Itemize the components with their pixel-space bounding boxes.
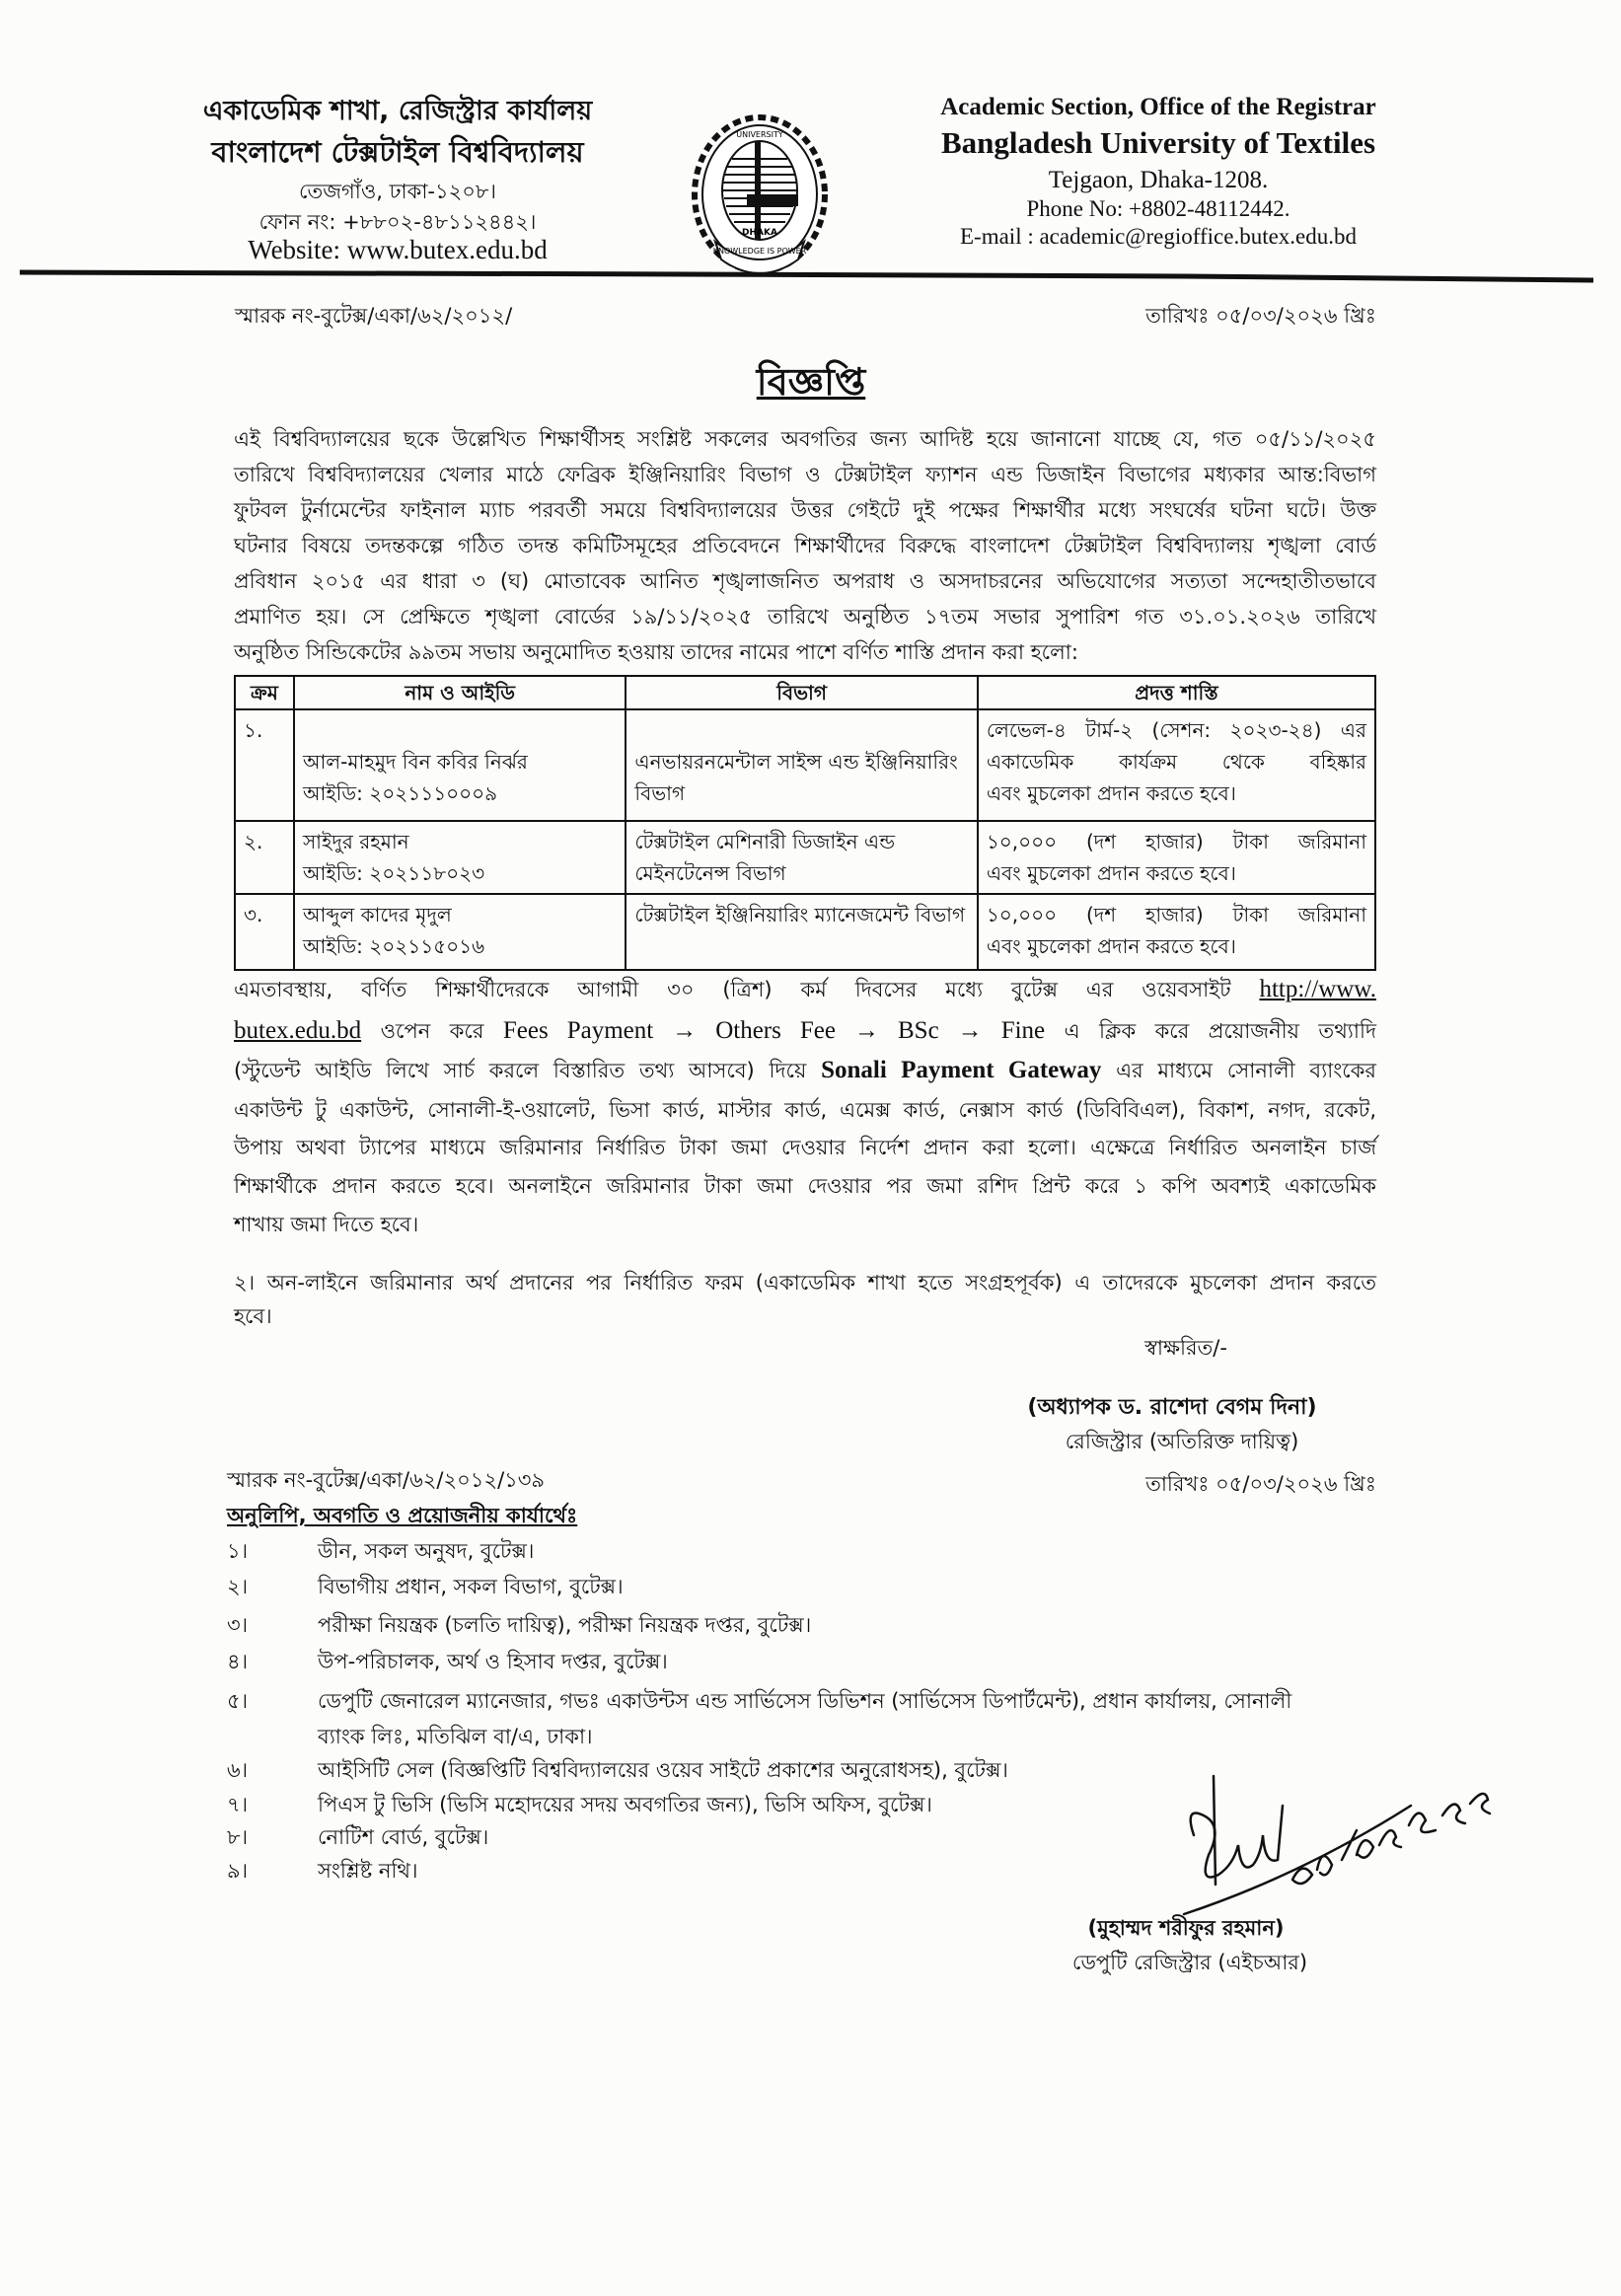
paragraph-line bbox=[234, 1056, 1376, 1085]
list-number: ২। bbox=[227, 1575, 249, 1598]
table-header-row bbox=[235, 676, 1375, 709]
line-text: ওপেন করে bbox=[380, 1019, 484, 1043]
paragraph-line: একাউন্ট টু একাউন্ট, সোনালী-ই-ওয়ালেট, ভিসা কার্ড, মাস্টার কার্ড, এমেক্স কার্ড, নেক্সাস কার্ড (ডিবিবিএল), বিকাশ, নগদ, রকেট, bbox=[234, 1098, 1376, 1122]
student-id: আইডি: ২০২১১৫০১৬ bbox=[302, 934, 485, 958]
list-item: পরীক্ষা নিয়ন্ত্রক (চলতি দায়িত্ব), পরীক্ষা নিয়ন্ত্রক দপ্তর, বুটেক্স। bbox=[318, 1613, 812, 1637]
list-item: আইসিটি সেল (বিজ্ঞপ্তিটি বিশ্ববিদ্যালয়ের ওয়েব সাইটে প্রকাশের অনুরোধসহ), বুটেক্স। bbox=[318, 1758, 1008, 1782]
memo-date: তারিখঃ ০৫/০৩/২০২৬ খ্রিঃ bbox=[1145, 304, 1376, 328]
letterhead-en-phone: Phone No: +8802-48112442. bbox=[1026, 196, 1290, 221]
penalty-text: ১০,০০০ (দশ হাজার) টাকা জরিমানা bbox=[986, 830, 1366, 853]
website-link[interactable]: butex.edu.bd bbox=[234, 1017, 362, 1044]
paragraph-line bbox=[234, 975, 1376, 1004]
line-text: এমতাবস্থায়, বর্ণিত শিক্ষার্থীদেরকে আগামী ৩০ (ত্রিশ) কর্ম দিবসের মধ্যে বুটেক্স এর ওয়েবসাইট bbox=[234, 978, 1231, 1001]
table-row bbox=[235, 821, 1375, 894]
list-item: সংশ্লিষ্ট নথি। bbox=[318, 1859, 418, 1883]
header-penalty: প্রদত্ত শাস্তি bbox=[978, 676, 1375, 709]
payment-path: Fees Payment → Others Fee → BSc → Fine bbox=[502, 1017, 1046, 1044]
header-serial: ক্রম bbox=[235, 676, 294, 709]
header-name-id: নাম ও আইডি bbox=[294, 676, 626, 709]
letterhead-bn-university: বাংলাদেশ টেক্সটাইল বিশ্ববিদ্যালয় bbox=[211, 135, 584, 169]
cell-serial: ৩. bbox=[235, 894, 294, 970]
table-row bbox=[235, 709, 1375, 821]
website-link[interactable]: http://www. bbox=[1259, 976, 1376, 1002]
logo-city: DHAKA bbox=[742, 228, 777, 238]
list-item: ডেপুটি জেনারেল ম্যানেজার, গভঃ একাউন্টস এন্ড সার্ভিসেস ডিভিশন (সার্ভিসেস ডিপার্টমেন্ট), প্রধান কার্যালয়, সোনালী bbox=[318, 1689, 1292, 1713]
list-item: পিএস টু ভিসি (ভিসি মহোদয়ের সদয় অবগতির জন্য), ভিসি অফিস, বুটেক্স। bbox=[318, 1793, 932, 1816]
student-id: আইডি: ২০২১১৮০২৩ bbox=[302, 861, 485, 885]
paragraph-line: হবে। bbox=[234, 1304, 272, 1328]
cell-name-id bbox=[294, 821, 626, 894]
deputy-registrar-name: (মুহাম্মদ শরীফুর রহমান) bbox=[1087, 1916, 1285, 1940]
line-text: এর মাধ্যমে সোনালী ব্যাংকের bbox=[1116, 1059, 1376, 1082]
cell-penalty bbox=[978, 821, 1375, 894]
list-item: ডীন, সকল অনুষদ, বুটেক্স। bbox=[318, 1539, 535, 1563]
student-name: সাইদুর রহমান bbox=[302, 830, 409, 853]
paragraph-line: ঘটনার বিষয়ে তদন্তকল্পে গঠিত তদন্ত কমিটিসমূহের প্রতিবেদনে শিক্ষার্থীদের বিরুদ্ধে বাংলাদেশ টেক্সটাইল বিশ্ববিদ্যালয় শৃঙ্খলা বোর্ড bbox=[234, 534, 1376, 557]
cell-serial: ১. bbox=[235, 709, 294, 821]
letterhead-bn-phone: ফোন নং: +৮৮০২-৪৮১১২৪৪২। bbox=[258, 210, 537, 234]
handwritten-signature bbox=[1154, 1766, 1510, 1924]
paragraph-line: ২। অন-লাইনে জরিমানার অর্থ প্রদানের পর নির্ধারিত ফরম (একাডেমিক শাখা হতে সংগ্রহপূর্বক) এ তাদেরকে মুচলেকা প্রদান করতে bbox=[234, 1271, 1376, 1295]
table-row bbox=[235, 894, 1375, 970]
list-item: বিভাগীয় প্রধান, সকল বিভাগ, বুটেক্স। bbox=[318, 1575, 624, 1598]
penalty-text: এবং মুচলেকা প্রদান করতে হবে। bbox=[986, 861, 1236, 885]
letterhead-en-office: Academic Section, Office of the Registrar bbox=[940, 94, 1376, 120]
letterhead-bn-address: তেজগাঁও, ঢাকা-১২০৮। bbox=[298, 180, 497, 203]
list-item: নোটিশ বোর্ড, বুটেক্স। bbox=[318, 1825, 489, 1849]
list-number: ৭। bbox=[227, 1793, 249, 1816]
paragraph-line: এই বিশ্ববিদ্যালয়ের ছকে উল্লেখিত শিক্ষার্থীসহ সংশ্লিষ্ট সকলের অবগতির জন্য আদিষ্ট হয়ে জানানো যাচ্ছে যে, গত ০৫/১১/২০২৫ bbox=[234, 427, 1376, 451]
penalty-table bbox=[234, 675, 1376, 971]
payment-gateway-name: Sonali Payment Gateway bbox=[821, 1057, 1102, 1083]
letterhead-website: Website: www.butex.edu.bd bbox=[248, 235, 548, 264]
penalty-text: এবং মুচলেকা প্রদান করতে হবে। bbox=[986, 934, 1236, 958]
student-name: আল-মাহমুদ বিন কবির নির্ঝর bbox=[302, 750, 528, 774]
header-department: বিভাগ bbox=[626, 676, 977, 709]
student-name: আব্দুল কাদের মৃদুল bbox=[302, 903, 452, 926]
letterhead-bn-office: একাডেমিক শাখা, রেজিস্ট্রার কার্যালয় bbox=[202, 96, 593, 126]
paragraph-line: অনুষ্ঠিত সিন্ডিকেটের ৯৯তম সভায় অনুমোদিত হওয়ায় তাদের নামের পাশে বর্ণিত শাস্তি প্রদান করা হলো: bbox=[234, 640, 1078, 664]
paragraph-line: প্রবিধান ২০১৫ এর ধারা ৩ (ঘ) মোতাবেক আনিত শৃঙ্খলাজনিত অপরাধ ও অসদাচরনের অভিযোগের সত্যতা সন্দেহাতীতভাবে bbox=[234, 569, 1376, 593]
student-id: আইডি: ২০২১১১০০০৯ bbox=[302, 781, 498, 805]
letterhead-en-address: Tejgaon, Dhaka-1208. bbox=[1048, 167, 1269, 193]
line-text: (স্টুডেন্ট আইডি লিখে সার্চ করলে বিস্তারিত তথ্য আসবে) দিয়ে bbox=[234, 1059, 807, 1082]
paragraph-line: শিক্ষার্থীকে প্রদান করতে হবে। অনলাইনে জরিমানার টাকা জমা দেওয়ার পর জমা রশিদ প্রিন্ট করে ১ কপি অবশ্যই একাডেমিক bbox=[234, 1174, 1376, 1198]
list-number: ৩। bbox=[227, 1613, 249, 1637]
letterhead-divider bbox=[0, 266, 1621, 286]
penalty-text: এবং মুচলেকা প্রদান করতে হবে। bbox=[986, 781, 1236, 805]
paragraph-line: উপায় অথবা ট্যাপের মাধ্যমে জরিমানার নির্ধারিত টাকা জমা দেওয়ার নির্দেশ প্রদান করা হলো। এক্ষেত্রে নির্ধারিত অনলাইন চার্জ bbox=[234, 1136, 1376, 1159]
cell-name-id bbox=[294, 894, 626, 970]
cell-department: এনভায়রনমেন্টাল সাইন্স এন্ড ইঞ্জিনিয়ারিং বিভাগ bbox=[626, 709, 977, 821]
penalty-text: ১০,০০০ (দশ হাজার) টাকা জরিমানা bbox=[986, 903, 1366, 926]
cell-serial: ২. bbox=[235, 821, 294, 894]
signed-mark: স্বাক্ষরিত/- bbox=[1144, 1336, 1227, 1360]
paragraph-line: প্রমাণিত হয়। সে প্রেক্ষিতে শৃঙ্খলা বোর্ডের ১৯/১১/২০২৫ তারিখে অনুষ্ঠিত ১৭তম সভার সুপারিশ গত ৩১.০১.২০২৬ তারিখে bbox=[234, 605, 1376, 629]
registrar-designation: রেজিস্ট্রার (অতিরিক্ত দায়িত্ব) bbox=[1065, 1430, 1299, 1453]
list-number: ৫। bbox=[227, 1689, 249, 1713]
deputy-registrar-designation: ডেপুটি রেজিস্ট্রার (এইচআর) bbox=[1071, 1951, 1308, 1974]
cell-department: টেক্সটাইল মেশিনারী ডিজাইন এন্ড মেইনটেনেন্স বিভাগ bbox=[626, 821, 977, 894]
cell-penalty bbox=[978, 709, 1375, 821]
registrar-name: (অধ্যাপক ড. রাশেদা বেগম দিনা) bbox=[1027, 1395, 1317, 1420]
cell-penalty bbox=[978, 894, 1375, 970]
letterhead-en-email: E-mail : academic@regioffice.butex.edu.bd bbox=[959, 224, 1358, 249]
cell-name-id bbox=[294, 709, 626, 821]
cell-department: টেক্সটাইল ইঞ্জিনিয়ারিং ম্যানেজমেন্ট বিভাগ bbox=[626, 894, 977, 970]
copy-memo-reference: স্মারক নং-বুটেক্স/একা/৬২/২০১২/১৩৯ bbox=[227, 1468, 546, 1492]
penalty-text: লেভেল-৪ টার্ম-২ (সেশন: ২০২৩-২৪) এর একাডেমিক কার্যক্রম থেকে বহিষ্কার bbox=[986, 718, 1366, 774]
letterhead-en-university: Bangladesh University of Textiles bbox=[940, 125, 1376, 160]
list-number: ১। bbox=[227, 1539, 249, 1563]
paragraph-line: শাখায় জমা দিতে হবে। bbox=[234, 1213, 419, 1236]
university-logo bbox=[688, 111, 832, 287]
copy-heading: অনুলিপি, অবগতি ও প্রয়োজনীয় কার্যার্থেঃ bbox=[227, 1504, 578, 1527]
memo-reference: স্মারক নং-বুটেক্স/একা/৬২/২০১২/ bbox=[235, 304, 513, 328]
list-number: ৯। bbox=[227, 1859, 249, 1883]
line-text: এ ক্লিক করে প্রয়োজনীয় তথ্যাদি bbox=[1064, 1019, 1377, 1043]
paragraph-line: তারিখে বিশ্ববিদ্যালয়ের খেলার মাঠে ফেব্রিক ইঞ্জিনিয়ারিং বিভাগ ও টেক্সটাইল ফ্যাশন এন্ড ডিজাইন বিভাগের মধ্যকার আন্ত:বিভাগ bbox=[234, 463, 1376, 486]
list-number: ৪। bbox=[227, 1650, 249, 1673]
list-item: উপ-পরিচালক, অর্থ ও হিসাব দপ্তর, বুটেক্স। bbox=[318, 1650, 668, 1673]
list-number: ৮। bbox=[227, 1825, 249, 1849]
list-item-continuation: ব্যাংক লিঃ, মতিঝিল বা/এ, ঢাকা। bbox=[318, 1725, 593, 1748]
logo-name: UNIVERSITY bbox=[736, 130, 783, 139]
notice-title: বিজ্ঞপ্তি bbox=[756, 360, 866, 404]
logo-motto: KNOWLEDGE IS POWER bbox=[712, 247, 807, 256]
paragraph-line: ফুটবল টুর্নামেন্টের ফাইনাল ম্যাচ পরবর্তী সময়ে বিশ্ববিদ্যালয়ের উত্তর গেইটে দুই পক্ষের শিক্ষার্থীর মধ্যে সংঘর্ষের ঘটনা ঘটে। উক্ত bbox=[234, 498, 1376, 522]
paragraph-line bbox=[234, 1016, 1376, 1046]
copy-memo-date: তারিখঃ ০৫/০৩/২০২৬ খ্রিঃ bbox=[1145, 1472, 1376, 1496]
list-number: ৬। bbox=[227, 1758, 249, 1782]
